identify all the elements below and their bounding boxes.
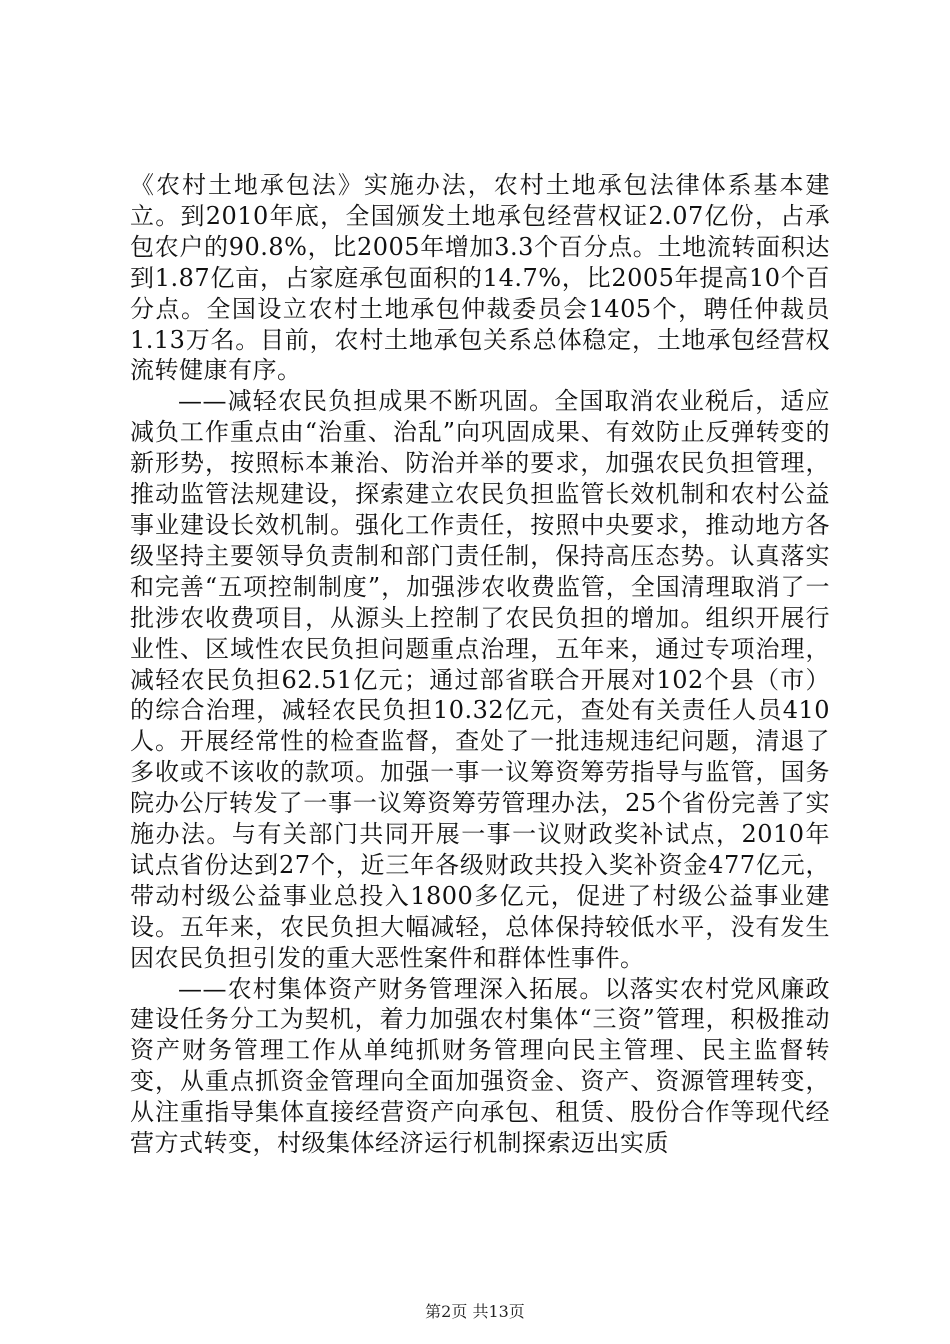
paragraph-land-contract: 《农村土地承包法》实施办法，农村土地承包法律体系基本建立。到2010年底，全国颁发土地承包经营权证2.07亿份，占承包农户的90.8%，比2005年增加3.3个百分点。土地流转面积达到1.87亿亩，占家庭承包面积的14.7%，比2005年提高10个百分点。全国设立农村土地承包仲裁委员会1405个，聘任仲裁员1.13万名。目前，农村土地承包关系总体稳定，土地承包经营权流转健康有序。 <box>130 171 830 385</box>
paragraph-farmer-burden: ——减轻农民负担成果不断巩固。全国取消农业税后，适应减负工作重点由“治重、治乱”向巩固成果、有效防止反弹转变的新形势，按照标本兼治、防治并举的要求，加强农民负担管理，推动监管法规建设，探索建立农民负担监管长效机制和农村公益事业建设长效机制。强化工作责任，按照中央要求，推动地方各级坚持主要领导负责制和部门责任制，保持高压态势。认真落实和完善“五项控制制度”，加强涉农收费监管，全国清理取消了一批涉农收费项目，从源头上控制了农民负担的增加。组织开展行业性、区域性农民负担问题重点治理，五年来，通过专项治理，减轻农民负担62.51亿元；通过部省联合开展对102个县（市）的综合治理，减轻农民负担10.32亿元，查处有关责任人员410人。开展经常性的检查监督，查处了一批违规违纪问题，清退了多收或不该收的款项。加强一事一议筹资筹劳指导与监管，国务院办公厅转发了一事一议筹资筹劳管理办法，25个省份完善了实施办法。与有关部门共同开展一事一议财政奖补试点，2010年试点省份达到27个，近三年各级财政共投入奖补资金477亿元，带动村级公益事业总投入1800多亿元，促进了村级公益事业建设。五年来，农民负担大幅减轻，总体保持较低水平，没有发生因农民负担引发的重大恶性案件和群体性事件。 <box>130 387 830 972</box>
page-number-footer: 第2页 共13页 <box>425 1302 525 1321</box>
paragraph-collective-assets: ——农村集体资产财务管理深入拓展。以落实农村党风廉政建设任务分工为契机，着力加强农村集体“三资”管理，积极推动资产财务管理工作从单纯抓财务管理向民主管理、民主监督转变，从重点抓资金管理向全面加强资金、资产、资源管理转变，从注重指导集体直接经营资产向承包、租赁、股份合作等现代经营方式转变，村级集体经济运行机制探索迈出实质 <box>130 974 830 1158</box>
document-body <box>130 170 830 1159</box>
